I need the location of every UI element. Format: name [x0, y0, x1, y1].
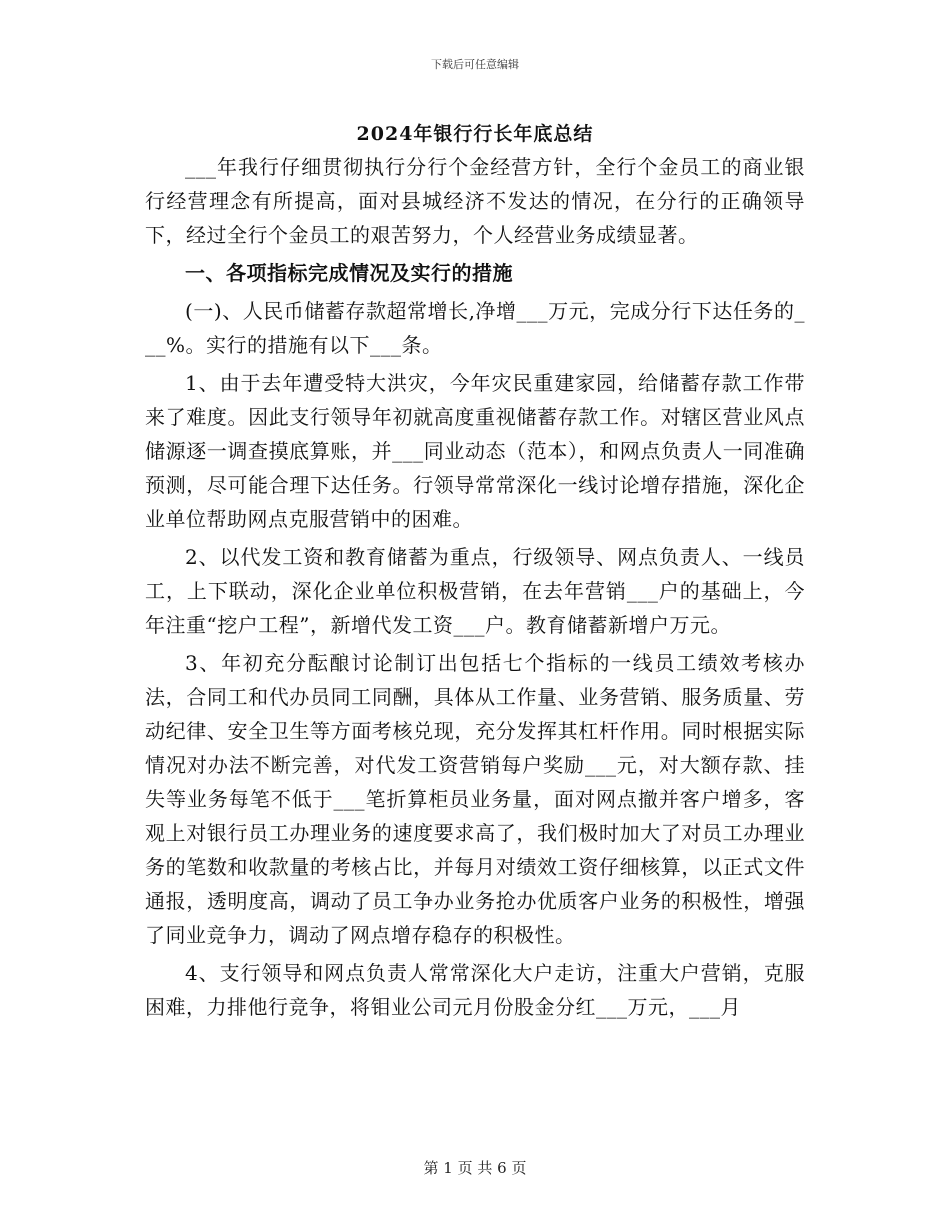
subsection-rmb-deposits: (一)、人民币储蓄存款超常增长,净增___万元，完成分行下达任务的___%。实行的措施有以下___条。 [145, 299, 805, 357]
paragraph-item-3: 3、年初充分酝酿讨论制订出包括七个指标的一线员工绩效考核办法，合同工和代办员同工同酬，具体从工作量、业务营销、服务质量、劳动纪律、安全卫生等方面考核兑现，充分发挥其杠杆作用。同时根据实际情况对办法不断完善，对代发工资营销每户奖励___元，对大额存款、挂失等业务每笔不低于___笔折算柜员业务量，面对网点撤并客户增多，客观上对银行员工办理业务的速度要求高了，我们极时加大了对员工办理业务的笔数和收款量的考核占比，并每月对绩效工资仔细核算，以正式文件通报，透明度高，调动了员工争办业务抢办优质客户业务的积极性，增强了同业竞争力，调动了网点增存稳存的积极性。 [145, 651, 805, 947]
paragraph-item-2: 2、以代发工资和教育储蓄为重点，行级领导、网点负责人、一线员工，上下联动，深化企业单位积极营销，在去年营销___户的基础上，今年注重“挖户工程”，新增代发工资___户。教育储蓄新增户万元。 [145, 545, 805, 637]
download-note: 下载后可任意编辑 [431, 58, 519, 71]
paragraph-item-1: 1、由于去年遭受特大洪灾，今年灾民重建家园，给储蓄存款工作带来了难度。因此支行领导年初就高度重视储蓄存款工作。对辖区营业风点储源逐一调查摸底算账，并___同业动态（范本），和网点负责人一同准确预测，尽可能合理下达任务。行领导常常深化一线讨论增存措施，深化企业单位帮助网点克服营销中的困难。 [145, 371, 805, 531]
page-number: 第 1 页 共 6 页 [423, 1159, 527, 1177]
document-title: 2024年银行行长年底总结 [356, 123, 594, 145]
section-heading: 一、各项指标完成情况及实行的措施 [185, 261, 513, 285]
paragraph-item-4: 4、支行领导和网点负责人常常深化大户走访，注重大户营销，克服困难，力排他行竞争，将钼业公司元月份股金分红___万元，___月 [145, 961, 805, 1019]
document-body [145, 150, 805, 1024]
paragraph-intro: ___年我行仔细贯彻执行分行个金经营方针，全行个金员工的商业银行经营理念有所提高，面对县城经济不发达的情况，在分行的正确领导下，经过全行个金员工的艰苦努力，个人经营业务成绩显著。 [145, 155, 805, 247]
